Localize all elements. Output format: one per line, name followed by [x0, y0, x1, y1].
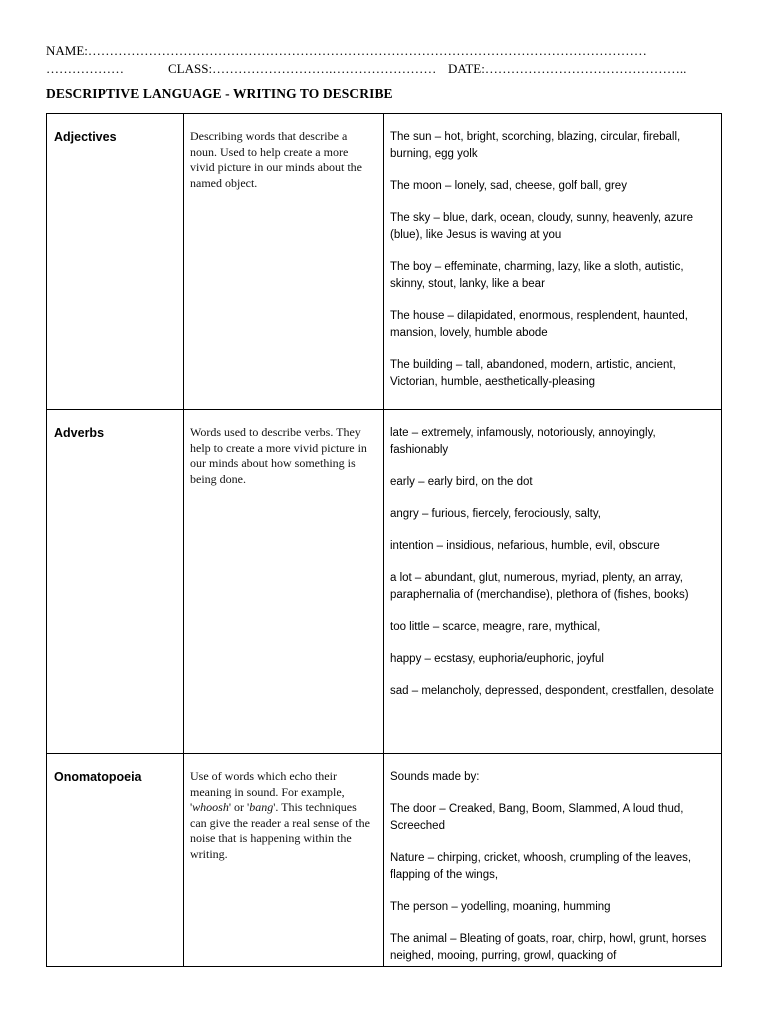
example-item: The animal – Bleating of goats, roar, chirp, howl, grunt, horses neighed, mooing, purring, growl, quacking of [390, 933, 707, 962]
definition-part: ' or ' [228, 800, 250, 814]
example-item: The house – dilapidated, enormous, resplendent, haunted, mansion, lovely, humble abode [390, 310, 688, 339]
example-item: intention – insidious, nefarious, humble, evil, obscure [390, 540, 660, 552]
class-field[interactable]: CLASS:……………………….…………………… [168, 61, 437, 76]
examples-cell [384, 410, 722, 754]
example-item: too little – scarce, meagre, rare, mythical, [390, 621, 601, 633]
example-item: angry – furious, fiercely, ferociously, salty, [390, 508, 601, 520]
term-label: Onomatopoeia [54, 770, 142, 784]
definition-text: Describing words that describe a noun. Used to help create a more vivid picture in our minds about the named object. [190, 129, 362, 190]
example-item: The boy – effeminate, charming, lazy, like a sloth, autistic, skinny, stout, lanky, like a bear [390, 261, 684, 290]
example-heading: Sounds made by: [390, 771, 480, 783]
example-item: Nature – chirping, cricket, whoosh, crumpling of the leaves, flapping of the wings, [390, 852, 692, 881]
example-item: The person – yodelling, moaning, humming [390, 901, 611, 913]
definition-cell [184, 114, 384, 410]
definition-cell [184, 410, 384, 754]
example-item: The sky – blue, dark, ocean, cloudy, sunny, heavenly, azure (blue), like Jesus is waving at you [390, 212, 694, 241]
descriptive-language-table [46, 113, 722, 967]
example-item: happy – ecstasy, euphoria/euphoric, joyful [390, 653, 604, 665]
example-word-bang: bang [249, 800, 274, 814]
example-item: The sun – hot, bright, scorching, blazing, circular, fireball, burning, egg yolk [390, 131, 681, 160]
term-label: Adjectives [54, 130, 117, 144]
example-item: The building – tall, abandoned, modern, artistic, ancient, Victorian, humble, aesthetically-pleasing [390, 359, 676, 388]
examples-cell [384, 114, 722, 410]
definition-text: Words used to describe verbs. They help to create a more vivid picture in our minds about how something is being done. [190, 425, 367, 486]
examples-cell [384, 754, 722, 967]
page-title: DESCRIPTIVE LANGUAGE - WRITING TO DESCRIBE [46, 86, 393, 101]
definition-cell [184, 754, 384, 967]
definition-text [184, 754, 383, 862]
example-item: sad – melancholy, depressed, despondent, crestfallen, desolate [390, 685, 714, 697]
example-word-whoosh: whoosh [192, 800, 229, 814]
definition-part: '. This techniques can give the reader a real sense of the noise that is happening within the writing. [190, 800, 370, 861]
example-item: late – extremely, infamously, notoriously, annoyingly, fashionably [390, 427, 656, 456]
term-cell [47, 754, 184, 967]
term-cell [47, 410, 184, 754]
example-item: The door – Creaked, Bang, Boom, Slammed, A loud thud, Screeched [390, 803, 684, 832]
table-row-adjectives [47, 114, 722, 410]
table-row-onomatopoeia [47, 754, 722, 967]
term-label: Adverbs [54, 426, 105, 440]
name-field-continuation[interactable]: ……………… [46, 61, 124, 76]
term-cell [47, 114, 184, 410]
example-item: early – early bird, on the dot [390, 476, 533, 488]
name-field[interactable]: NAME:………………………………………………………………………………………………………………… [46, 43, 647, 58]
date-field[interactable]: DATE:……………………………………….. [448, 61, 687, 76]
example-item: The moon – lonely, sad, cheese, golf ball, grey [390, 180, 627, 192]
example-item: a lot – abundant, glut, numerous, myriad, plenty, an array, paraphernalia of (merchandise), plethora of (fishes, books) [390, 572, 689, 601]
definition-part: Use of words which echo their meaning in sound. For example, ' [190, 769, 345, 814]
table-row-adverbs [47, 410, 722, 754]
